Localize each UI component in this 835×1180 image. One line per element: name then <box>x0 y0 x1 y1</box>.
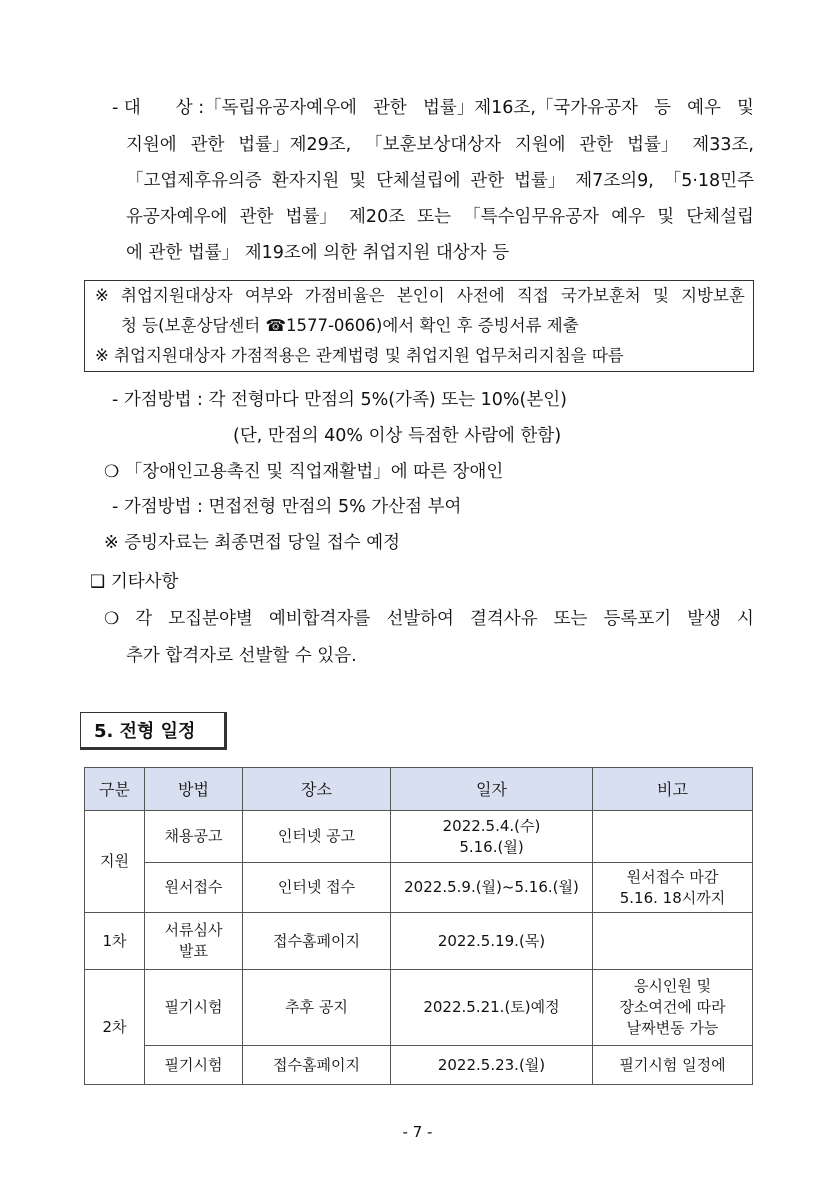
note-box <box>84 280 754 372</box>
date-cell: 2022.5.21.(토)예정 <box>391 970 593 1046</box>
bonus-method-line-1: - 가점방법 : 각 전형마다 만점의 5%(가족) 또는 10%(본인) <box>112 390 567 410</box>
target-line-3: 「고엽제후유의증 환자지원 및 단체설립에 관한 법률」 제7조의9, 「5·18민주 <box>126 171 754 191</box>
target-line-4: 유공자예우에 관한 법률」 제20조 또는 「특수임무유공자 예우 및 단체설립 <box>126 207 754 227</box>
note-line-1: ※ 취업지원대상자 여부와 가점비율은 본인이 사전에 직접 국가보훈처 및 지방보훈 <box>95 286 745 305</box>
date-cell: 2022.5.9.(월)~5.16.(월) <box>391 863 593 913</box>
table-row <box>85 1046 753 1085</box>
bonus-method-line-2: (단, 만점의 40% 이상 득점한 사람에 한함) <box>233 426 562 446</box>
method-cell: 원서접수 <box>145 863 243 913</box>
place-cell: 인터넷 공고 <box>243 811 391 863</box>
method-cell: 서류심사 발표 <box>145 913 243 970</box>
page-number: - 7 - <box>402 1123 433 1141</box>
group-cell-first: 1차 <box>85 913 145 970</box>
disability-title: ❍ 「장애인고용촉진 및 직업재활법」에 따른 장애인 <box>104 462 504 482</box>
note-cell: 응시인원 및 장소여건에 따라 날짜변동 가능 <box>593 970 753 1046</box>
other-line-1: ❍ 각 모집분야별 예비합격자를 선발하여 결격사유 또는 등록포기 발생 시 <box>104 609 754 629</box>
target-line-1: - 대 상 :「독립유공자예우에 관한 법률」제16조,「국가유공자 등 예우 및 <box>112 98 754 118</box>
header-note: 비고 <box>593 768 753 811</box>
other-title: ❑ 기타사항 <box>90 572 179 592</box>
header-category: 구분 <box>85 768 145 811</box>
place-cell: 추후 공지 <box>243 970 391 1046</box>
section-heading: 5. 전형 일정 <box>80 712 227 750</box>
table-row <box>85 863 753 913</box>
note-cell: 필기시험 일정에 <box>593 1046 753 1085</box>
date-cell: 2022.5.23.(월) <box>391 1046 593 1085</box>
method-cell: 필기시험 <box>145 970 243 1046</box>
target-line-5: 에 관한 법률」 제19조에 의한 취업지원 대상자 등 <box>126 243 509 263</box>
header-place: 장소 <box>243 768 391 811</box>
target-line-2: 지원에 관한 법률」제29조, 「보훈보상대상자 지원에 관한 법률」 제33조, <box>126 135 754 155</box>
method-cell: 채용공고 <box>145 811 243 863</box>
other-line-2: 추가 합격자로 선발할 수 있음. <box>126 646 357 666</box>
checkbox-bullet-icon: ❑ <box>90 572 106 592</box>
date-cell: 2022.5.4.(수) 5.16.(월) <box>391 811 593 863</box>
circle-bullet-icon: ❍ <box>104 462 120 482</box>
table-header-row <box>85 768 753 811</box>
header-method: 방법 <box>145 768 243 811</box>
note-cell <box>593 811 753 863</box>
table-row <box>85 913 753 970</box>
group-cell-second: 2차 <box>85 970 145 1085</box>
place-cell: 접수홈페이지 <box>243 1046 391 1085</box>
group-cell-apply: 지원 <box>85 811 145 913</box>
place-cell: 인터넷 접수 <box>243 863 391 913</box>
disability-method: - 가점방법 : 면접전형 만점의 5% 가산점 부여 <box>112 497 462 517</box>
method-cell: 필기시험 <box>145 1046 243 1085</box>
header-date: 일자 <box>391 768 593 811</box>
place-cell: 접수홈페이지 <box>243 913 391 970</box>
table-row <box>85 970 753 1046</box>
circle-bullet-icon: ❍ <box>104 609 120 629</box>
note-cell: 원서접수 마감 5.16. 18시까지 <box>593 863 753 913</box>
table-row <box>85 811 753 863</box>
note-line-2: ※ 취업지원대상자 가점적용은 관계법령 및 취업지원 업무처리지침을 따름 <box>95 346 624 365</box>
note-line-1-cont: 청 등(보훈상담센터 ☎1577-0606)에서 확인 후 증빙서류 제출 <box>121 316 579 335</box>
disability-note: ※ 증빙자료는 최종면접 당일 접수 예정 <box>104 533 401 553</box>
date-cell: 2022.5.19.(목) <box>391 913 593 970</box>
note-cell <box>593 913 753 970</box>
schedule-table <box>84 767 753 1085</box>
